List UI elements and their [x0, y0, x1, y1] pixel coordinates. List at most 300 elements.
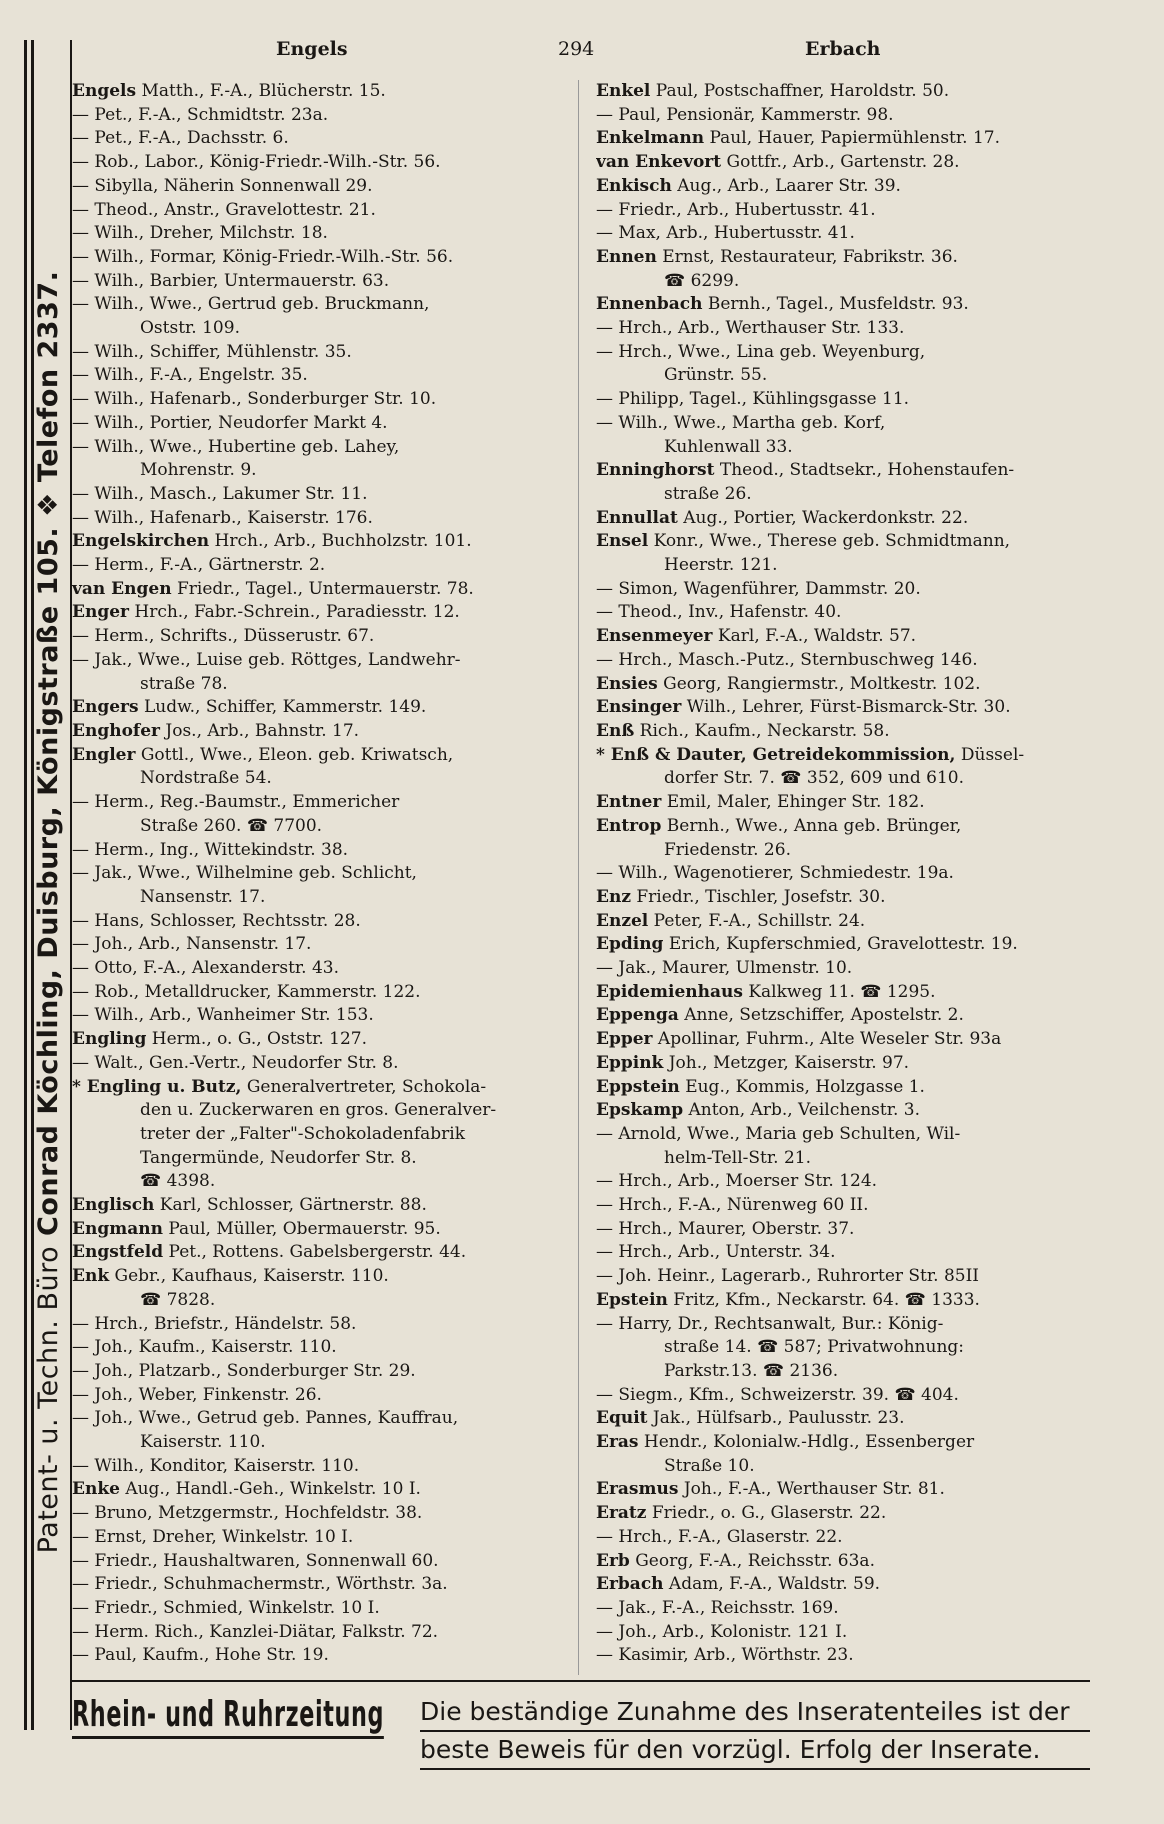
- entry-surname: Eppstein: [596, 1076, 680, 1097]
- directory-entry: [596, 459, 1126, 483]
- directory-entry: [72, 507, 582, 531]
- entry-text: treter der „Falter"-Schokoladenfabrik: [140, 1123, 466, 1144]
- directory-entry: [596, 222, 1126, 246]
- directory-entry: [72, 1384, 582, 1408]
- entry-text: — Herm. Rich., Kanzlei-Diätar, Falkstr. 72.: [72, 1621, 439, 1642]
- entry-surname: Ennen: [596, 246, 657, 267]
- entry-text: dorfer Str. 7. ☎ 352, 609 und 610.: [664, 768, 965, 789]
- directory-entry: [72, 293, 582, 317]
- entry-text: Friedr., Tischler, Josefstr. 30.: [630, 886, 886, 907]
- directory-entry: [72, 1099, 582, 1123]
- directory-entry: [72, 1621, 582, 1645]
- entry-text: — Wilh., Wwe., Hubertine geb. Lahey,: [72, 436, 400, 457]
- entry-text: — Jak., Wwe., Luise geb. Röttges, Landwehr-: [72, 649, 461, 670]
- directory-entry: [596, 1526, 1126, 1550]
- entry-text: Emil, Maler, Ehinger Str. 182.: [661, 792, 925, 813]
- directory-entry: [72, 1123, 582, 1147]
- entry-surname: Epstein: [596, 1289, 668, 1310]
- directory-entry: [596, 104, 1126, 128]
- entry-text: — Rob., Labor., König-Friedr.-Wilh.-Str. 56.: [72, 152, 441, 173]
- directory-entry: [596, 981, 1126, 1005]
- entry-text: Joh., F.-A., Werthauser Str. 81.: [678, 1479, 945, 1500]
- directory-entry: [596, 317, 1126, 341]
- entry-text: — Jak., Wwe., Wilhelmine geb. Schlicht,: [72, 863, 417, 884]
- page-number: 294: [558, 38, 595, 60]
- entry-surname: Engstfeld: [72, 1242, 164, 1263]
- entry-text: Apollinar, Fuhrm., Alte Weseler Str. 93a: [652, 1029, 1002, 1050]
- directory-entry: [72, 270, 582, 294]
- sidebar-company-text: Conrad Köchling, Duisburg, Königstraße 105.: [32, 526, 64, 1236]
- directory-entry: [596, 1052, 1126, 1076]
- entry-text: — Wilh., Wwe., Gertrud geb. Bruckmann,: [72, 294, 430, 315]
- entry-text: — Kasimir, Arb., Wörthstr. 23.: [596, 1645, 854, 1666]
- entry-surname: Ennullat: [596, 507, 678, 528]
- entry-text: Friedenstr. 26.: [664, 839, 791, 860]
- directory-entry: [72, 720, 582, 744]
- entry-text: Aug., Arb., Laarer Str. 39.: [671, 175, 901, 196]
- entry-text: Fritz, Kfm., Neckarstr. 64. ☎ 1333.: [667, 1289, 980, 1310]
- left-column: [72, 80, 582, 1668]
- entry-surname: * Enß & Dauter, Getreidekommission,: [596, 744, 956, 765]
- entry-text: — Paul, Pensionär, Kammerstr. 98.: [596, 104, 894, 125]
- entry-text: Parkstr.13. ☎ 2136.: [664, 1360, 839, 1381]
- directory-entry: [596, 601, 1126, 625]
- directory-entry: [596, 1241, 1126, 1265]
- entry-text: Aug., Portier, Wackerdonkstr. 22.: [677, 507, 969, 528]
- directory-entry: [72, 791, 582, 815]
- entry-text: Kuhlenwall 33.: [664, 436, 793, 457]
- entry-surname: Enz: [596, 886, 631, 907]
- entry-text: — Wilh., Arb., Wanheimer Str. 153.: [72, 1005, 374, 1026]
- entry-text: — Jak., Maurer, Ulmenstr. 10.: [596, 958, 853, 979]
- entry-surname: Enzel: [596, 910, 649, 931]
- entry-surname: Enkelmann: [596, 128, 705, 149]
- directory-entry: [596, 483, 1126, 507]
- entry-text: Gottl., Wwe., Eleon. geb. Kriwatsch,: [135, 744, 454, 765]
- directory-entry: [596, 270, 1126, 294]
- entry-text: straße 14. ☎ 587; Privatwohnung:: [664, 1337, 964, 1358]
- directory-entry: [72, 1573, 582, 1597]
- directory-entry: [596, 625, 1126, 649]
- directory-entry: [596, 412, 1126, 436]
- directory-entry: [596, 696, 1126, 720]
- entry-text: Anne, Setzschiffer, Apostelstr. 2.: [678, 1005, 964, 1026]
- entry-surname: Enger: [72, 602, 129, 623]
- directory-entry: [72, 981, 582, 1005]
- entry-surname: Ennenbach: [596, 294, 703, 315]
- entry-text: Matth., F.-A., Blücherstr. 15.: [136, 81, 386, 101]
- entry-text: — Wilh., Hafenarb., Sonderburger Str. 10.: [72, 389, 437, 410]
- directory-entry: [72, 317, 582, 341]
- directory-entry: [72, 862, 582, 886]
- entry-text: Paul, Postschaffner, Haroldstr. 50.: [650, 81, 950, 101]
- entry-surname: Ensies: [596, 673, 658, 694]
- directory-entry: [596, 1289, 1126, 1313]
- directory-entry: [72, 364, 582, 388]
- directory-entry: [596, 507, 1126, 531]
- entry-text: Kalkweg 11. ☎ 1295.: [742, 981, 936, 1002]
- directory-entry: [72, 886, 582, 910]
- entry-text: Hrch., Arb., Buchholzstr. 101.: [209, 531, 472, 552]
- sidebar-patent-text: Patent- u. Techn. Büro: [32, 1245, 64, 1554]
- entry-text: Straße 260. ☎ 7700.: [140, 815, 323, 836]
- directory-entry: [72, 175, 582, 199]
- entry-text: — Wilh., Masch., Lakumer Str. 11.: [72, 483, 368, 504]
- entry-text: — Hrch., Arb., Werthauser Str. 133.: [596, 318, 905, 339]
- directory-entry: [72, 839, 582, 863]
- entry-text: Düssel-: [955, 744, 1025, 765]
- directory-entry: [72, 222, 582, 246]
- directory-entry: [72, 80, 582, 104]
- directory-entry: [72, 554, 582, 578]
- entry-text: — Wilh., Formar, König-Friedr.-Wilh.-Str. 56.: [72, 246, 454, 267]
- entry-surname: Epding: [596, 934, 664, 955]
- directory-entry: [72, 1004, 582, 1028]
- directory-entry: [72, 1644, 582, 1668]
- entry-text: — Philipp, Tagel., Kühlingsgasse 11.: [596, 389, 910, 410]
- directory-entry: [596, 1028, 1126, 1052]
- directory-entry: [72, 1147, 582, 1171]
- entry-text: — Joh., Platzarb., Sonderburger Str. 29.: [72, 1360, 416, 1381]
- entry-text: — Wilh., Barbier, Untermauerstr. 63.: [72, 270, 390, 291]
- directory-entry: [596, 1360, 1126, 1384]
- entry-text: — Theod., Anstr., Gravelottestr. 21.: [72, 199, 376, 220]
- directory-entry: [72, 1289, 582, 1313]
- directory-entry: [72, 459, 582, 483]
- entry-text: Joh., Metzger, Kaiserstr. 97.: [663, 1052, 910, 1073]
- entry-surname: Engler: [72, 744, 136, 765]
- entry-text: Peter, F.-A., Schillstr. 24.: [648, 910, 866, 931]
- directory-entry: [72, 412, 582, 436]
- directory-entry: [596, 1621, 1126, 1645]
- entry-text: Grünstr. 55.: [664, 365, 768, 386]
- entry-text: — Joh., Wwe., Getrud geb. Pannes, Kauffrau,: [72, 1408, 459, 1429]
- entry-text: ☎ 4398.: [140, 1171, 216, 1192]
- entry-text: Erich, Kupferschmied, Gravelottestr. 19.: [663, 934, 1018, 955]
- entry-text: — Hrch., Briefstr., Händelstr. 58.: [72, 1313, 357, 1334]
- entry-text: — Joh. Heinr., Lagerarb., Ruhrorter Str. 85II: [596, 1266, 980, 1287]
- newspaper-name: [72, 1694, 384, 1735]
- directory-entry: [72, 957, 582, 981]
- directory-entry: [596, 151, 1126, 175]
- entry-surname: van Engen: [72, 578, 172, 599]
- entry-text: — Paul, Kaufm., Hohe Str. 19.: [72, 1645, 329, 1666]
- entry-text: — Joh., Kaufm., Kaiserstr. 110.: [72, 1337, 337, 1358]
- directory-entry: [596, 862, 1126, 886]
- directory-entry: [596, 1573, 1126, 1597]
- entry-text: — Wilh., Hafenarb., Kaiserstr. 176.: [72, 507, 373, 528]
- directory-entry: [72, 1218, 582, 1242]
- entry-surname: Epskamp: [596, 1100, 684, 1121]
- entry-text: Tangermünde, Neudorfer Str. 8.: [140, 1147, 417, 1168]
- entry-surname: Enghofer: [72, 720, 160, 741]
- entry-surname: Eppenga: [596, 1005, 679, 1026]
- running-head-left: Engels: [276, 38, 348, 60]
- directory-entry: [596, 1502, 1126, 1526]
- directory-entry: [72, 1241, 582, 1265]
- directory-entry: [596, 175, 1126, 199]
- directory-entry: [596, 1123, 1126, 1147]
- entry-surname: Enß: [596, 720, 635, 741]
- directory-entry: [596, 293, 1126, 317]
- entry-surname: Engelskirchen: [72, 531, 210, 552]
- directory-entry: [596, 1597, 1126, 1621]
- directory-entry: [596, 1147, 1126, 1171]
- entry-surname: Engling: [72, 1029, 147, 1050]
- entry-text: — Arnold, Wwe., Maria geb Schulten, Wil-: [596, 1123, 961, 1144]
- directory-entry: [596, 886, 1126, 910]
- entry-surname: Equit: [596, 1408, 648, 1429]
- entry-text: — Rob., Metalldrucker, Kammerstr. 122.: [72, 981, 421, 1002]
- directory-entry: [72, 1526, 582, 1550]
- directory-entry: [72, 601, 582, 625]
- directory-entry: [596, 1076, 1126, 1100]
- newspaper-underline: [72, 1736, 384, 1739]
- entry-surname: Eppink: [596, 1052, 664, 1073]
- entry-text: Friedr., o. G., Glaserstr. 22.: [646, 1503, 887, 1524]
- entry-surname: Enke: [72, 1479, 120, 1500]
- entry-text: Ludw., Schiffer, Kammerstr. 149.: [138, 697, 427, 718]
- entry-text: — Wilh., F.-A., Engelstr. 35.: [72, 365, 308, 386]
- entry-text: — Otto, F.-A., Alexanderstr. 43.: [72, 958, 340, 979]
- entry-text: Konr., Wwe., Therese geb. Schmidtmann,: [648, 531, 1011, 552]
- entry-text: Gebr., Kaufhaus, Kaiserstr. 110.: [109, 1266, 389, 1287]
- entry-text: — Wilh., Schiffer, Mühlenstr. 35.: [72, 341, 352, 362]
- directory-entry: [596, 246, 1126, 270]
- entry-text: Hendr., Kolonialw.-Hdlg., Essenberger: [638, 1432, 975, 1453]
- entry-text: — Walt., Gen.-Vertr., Neudorfer Str. 8.: [72, 1052, 399, 1073]
- directory-entry: [596, 1644, 1126, 1668]
- directory-entry: [596, 673, 1126, 697]
- entry-text: Theod., Stadtsekr., Hohenstaufen-: [714, 460, 1015, 481]
- entry-surname: Entner: [596, 792, 662, 813]
- directory-entry: [596, 1099, 1126, 1123]
- entry-surname: Eras: [596, 1432, 639, 1453]
- directory-entry: [72, 1028, 582, 1052]
- entry-text: — Bruno, Metzgermstr., Hochfeldstr. 38.: [72, 1503, 423, 1524]
- entry-text: — Hrch., Arb., Moerser Str. 124.: [596, 1171, 878, 1192]
- entry-text: — Siegm., Kfm., Schweizerstr. 39. ☎ 404.: [596, 1384, 959, 1405]
- entry-text: Eug., Kommis, Holzgasse 1.: [679, 1076, 925, 1097]
- entry-text: Ernst, Restaurateur, Fabrikstr. 36.: [656, 246, 958, 267]
- entry-text: Oststr. 109.: [140, 318, 240, 339]
- directory-entry: [596, 554, 1126, 578]
- entry-text: Nordstraße 54.: [140, 768, 272, 789]
- directory-entry: [72, 1431, 582, 1455]
- ad-line-1: Die beständige Zunahme des Inseratenteiles ist der: [420, 1694, 1090, 1732]
- directory-entry: [72, 1336, 582, 1360]
- directory-entry: [72, 815, 582, 839]
- entry-text: Heerstr. 121.: [664, 555, 778, 576]
- directory-entry: [72, 625, 582, 649]
- entry-text: Pet., Rottens. Gabelsbergerstr. 44.: [163, 1242, 467, 1263]
- directory-entry: [596, 815, 1126, 839]
- entry-text: ☎ 6299.: [664, 270, 740, 291]
- directory-entry: [72, 696, 582, 720]
- directory-entry: [596, 341, 1126, 365]
- directory-entry: [72, 1478, 582, 1502]
- directory-entry: [72, 767, 582, 791]
- entry-surname: Enkel: [596, 81, 651, 101]
- entry-surname: Enninghorst: [596, 460, 715, 481]
- entry-text: — Friedr., Haushaltwaren, Sonnenwall 60.: [72, 1550, 439, 1571]
- directory-entry: [596, 957, 1126, 981]
- entry-text: Adam, F.-A., Waldstr. 59.: [663, 1574, 881, 1595]
- directory-entry: [72, 649, 582, 673]
- directory-entry: [596, 1170, 1126, 1194]
- entry-text: — Theod., Inv., Hafenstr. 40.: [596, 602, 842, 623]
- directory-entry: [596, 1004, 1126, 1028]
- entry-text: Aug., Handl.-Geh., Winkelstr. 10 I.: [119, 1479, 421, 1500]
- directory-entry: [72, 127, 582, 151]
- entry-surname: Erasmus: [596, 1479, 679, 1500]
- entry-text: ☎ 7828.: [140, 1289, 216, 1310]
- entry-text: Straße 10.: [664, 1455, 755, 1476]
- entry-text: — Pet., F.-A., Dachsstr. 6.: [72, 128, 289, 149]
- entry-text: — Herm., Reg.-Baumstr., Emmericher: [72, 792, 400, 813]
- directory-entry: [596, 791, 1126, 815]
- entry-text: Wilh., Lehrer, Fürst-Bismarck-Str. 30.: [681, 697, 1011, 718]
- entry-text: Paul, Müller, Obermauerstr. 95.: [162, 1218, 441, 1239]
- entry-text: — Pet., F.-A., Schmidtstr. 23a.: [72, 104, 329, 125]
- entry-text: Anton, Arb., Veilchenstr. 3.: [683, 1100, 921, 1121]
- directory-entry: [72, 104, 582, 128]
- entry-text: Bernh., Tagel., Musfeldstr. 93.: [702, 294, 969, 315]
- directory-entry: [72, 1360, 582, 1384]
- directory-entry: [596, 1407, 1126, 1431]
- directory-entry: [596, 1265, 1126, 1289]
- entry-text: — Joh., Arb., Nansenstr. 17.: [72, 934, 312, 955]
- entry-text: straße 26.: [664, 483, 752, 504]
- entry-text: Jak., Hülfsarb., Paulusstr. 23.: [647, 1408, 905, 1429]
- directory-entry: [596, 436, 1126, 460]
- directory-entry: [72, 341, 582, 365]
- entry-text: — Harry, Dr., Rechtsanwalt, Bur.: König-: [596, 1313, 944, 1334]
- directory-entry: [72, 246, 582, 270]
- entry-text: — Wilh., Wagenotierer, Schmiedestr. 19a.: [596, 863, 954, 884]
- entry-text: Karl, Schlosser, Gärtnerstr. 88.: [154, 1195, 427, 1216]
- entry-text: Generalvertreter, Schokola-: [241, 1076, 487, 1097]
- directory-entry: [596, 1194, 1126, 1218]
- advertisement-box: [420, 1694, 1090, 1770]
- directory-entry: [72, 578, 582, 602]
- ad-line-2: beste Beweis für den vorzügl. Erfolg der Inserate.: [420, 1732, 1090, 1770]
- entry-text: — Simon, Wagenführer, Dammstr. 20.: [596, 578, 921, 599]
- directory-entry: [596, 1431, 1126, 1455]
- entry-text: Georg, F.-A., Reichsstr. 63a.: [629, 1550, 875, 1571]
- entry-text: Mohrenstr. 9.: [140, 460, 257, 481]
- directory-entry: [596, 364, 1126, 388]
- directory-entry: [72, 1550, 582, 1574]
- newspaper-name-text: Rhein- und Ruhrzeitung: [72, 1694, 385, 1735]
- directory-entry: [596, 649, 1126, 673]
- entry-text: — Joh., Weber, Finkenstr. 26.: [72, 1384, 322, 1405]
- entry-text: — Max, Arb., Hubertusstr. 41.: [596, 223, 855, 244]
- entry-text: — Friedr., Schmied, Winkelstr. 10 I.: [72, 1598, 380, 1618]
- directory-entry: [72, 673, 582, 697]
- directory-entry: [596, 1384, 1126, 1408]
- entry-surname: Eratz: [596, 1503, 647, 1524]
- entry-surname: Erb: [596, 1550, 630, 1571]
- directory-entry: [72, 1194, 582, 1218]
- entry-surname: Enk: [72, 1266, 110, 1287]
- entry-text: — Friedr., Arb., Hubertusstr. 41.: [596, 199, 876, 220]
- entry-surname: Engels: [72, 81, 137, 101]
- directory-entry: [596, 1550, 1126, 1574]
- directory-entry: [72, 1313, 582, 1337]
- directory-entry: [72, 1455, 582, 1479]
- directory-entry: [72, 1052, 582, 1076]
- entry-text: — Friedr., Schuhmachermstr., Wörthstr. 3a.: [72, 1574, 448, 1595]
- directory-entry: [72, 1502, 582, 1526]
- directory-entry: [72, 530, 582, 554]
- entry-text: — Joh., Arb., Kolonistr. 121 I.: [596, 1621, 848, 1642]
- directory-entry: [72, 910, 582, 934]
- entry-text: Georg, Rangiermstr., Moltkestr. 102.: [657, 673, 981, 694]
- running-head-right: Erbach: [805, 38, 881, 60]
- right-column: [596, 80, 1126, 1668]
- entry-text: — Herm., Ing., Wittekindstr. 38.: [72, 839, 349, 860]
- directory-entry: [596, 1218, 1126, 1242]
- directory-entry: [596, 578, 1126, 602]
- entry-text: — Wilh., Wwe., Martha geb. Korf,: [596, 412, 886, 433]
- directory-entry: [596, 1313, 1126, 1337]
- directory-entry: [72, 388, 582, 412]
- entry-text: — Sibylla, Näherin Sonnenwall 29.: [72, 175, 373, 196]
- directory-entry: [596, 1478, 1126, 1502]
- directory-entry: [596, 1336, 1126, 1360]
- entry-surname: Ensinger: [596, 697, 682, 718]
- entry-text: Bernh., Wwe., Anna geb. Brünger,: [661, 815, 962, 836]
- entry-surname: Ensel: [596, 531, 649, 552]
- directory-entry: [596, 910, 1126, 934]
- directory-entry: [72, 436, 582, 460]
- entry-surname: Enkisch: [596, 175, 672, 196]
- directory-entry: [596, 388, 1126, 412]
- sidebar-separator-icon: ❖: [32, 492, 64, 517]
- entry-text: straße 78.: [140, 673, 228, 694]
- entry-text: Karl, F.-A., Waldstr. 57.: [712, 626, 917, 647]
- entry-surname: Englisch: [72, 1195, 155, 1216]
- entry-text: den u. Zuckerwaren en gros. Generalver-: [140, 1100, 497, 1121]
- directory-entry: [72, 1407, 582, 1431]
- sidebar-phone-text: Telefon 2337.: [32, 270, 64, 483]
- entry-text: — Hans, Schlosser, Rechtsstr. 28.: [72, 910, 361, 931]
- directory-entry: [72, 151, 582, 175]
- entry-text: — Hrch., Maurer, Oberstr. 37.: [596, 1218, 855, 1239]
- directory-entry: [596, 933, 1126, 957]
- entry-text: — Hrch., Masch.-Putz., Sternbuschweg 146.: [596, 649, 978, 670]
- entry-text: Jos., Arb., Bahnstr. 17.: [160, 720, 360, 741]
- entry-surname: Erbach: [596, 1574, 664, 1595]
- entry-text: — Wilh., Konditor, Kaiserstr. 110.: [72, 1455, 360, 1476]
- directory-entry: [596, 839, 1126, 863]
- directory-entry: [72, 483, 582, 507]
- directory-entry: [596, 744, 1126, 768]
- entry-text: — Ernst, Dreher, Winkelstr. 10 I.: [72, 1526, 354, 1547]
- footer-rule: [72, 1680, 1090, 1682]
- directory-entry: [596, 127, 1126, 151]
- entry-text: Kaiserstr. 110.: [140, 1432, 266, 1453]
- sidebar-rule-outer: [24, 40, 27, 1730]
- entry-text: — Jak., F.-A., Reichsstr. 169.: [596, 1598, 839, 1618]
- entry-surname: Ensenmeyer: [596, 626, 713, 647]
- directory-entry: [596, 1455, 1126, 1479]
- entry-text: — Wilh., Dreher, Milchstr. 18.: [72, 223, 328, 244]
- entry-surname: van Enkevort: [596, 152, 722, 173]
- directory-entry: [72, 744, 582, 768]
- entry-text: Hrch., Fabr.-Schrein., Paradiesstr. 12.: [128, 602, 460, 623]
